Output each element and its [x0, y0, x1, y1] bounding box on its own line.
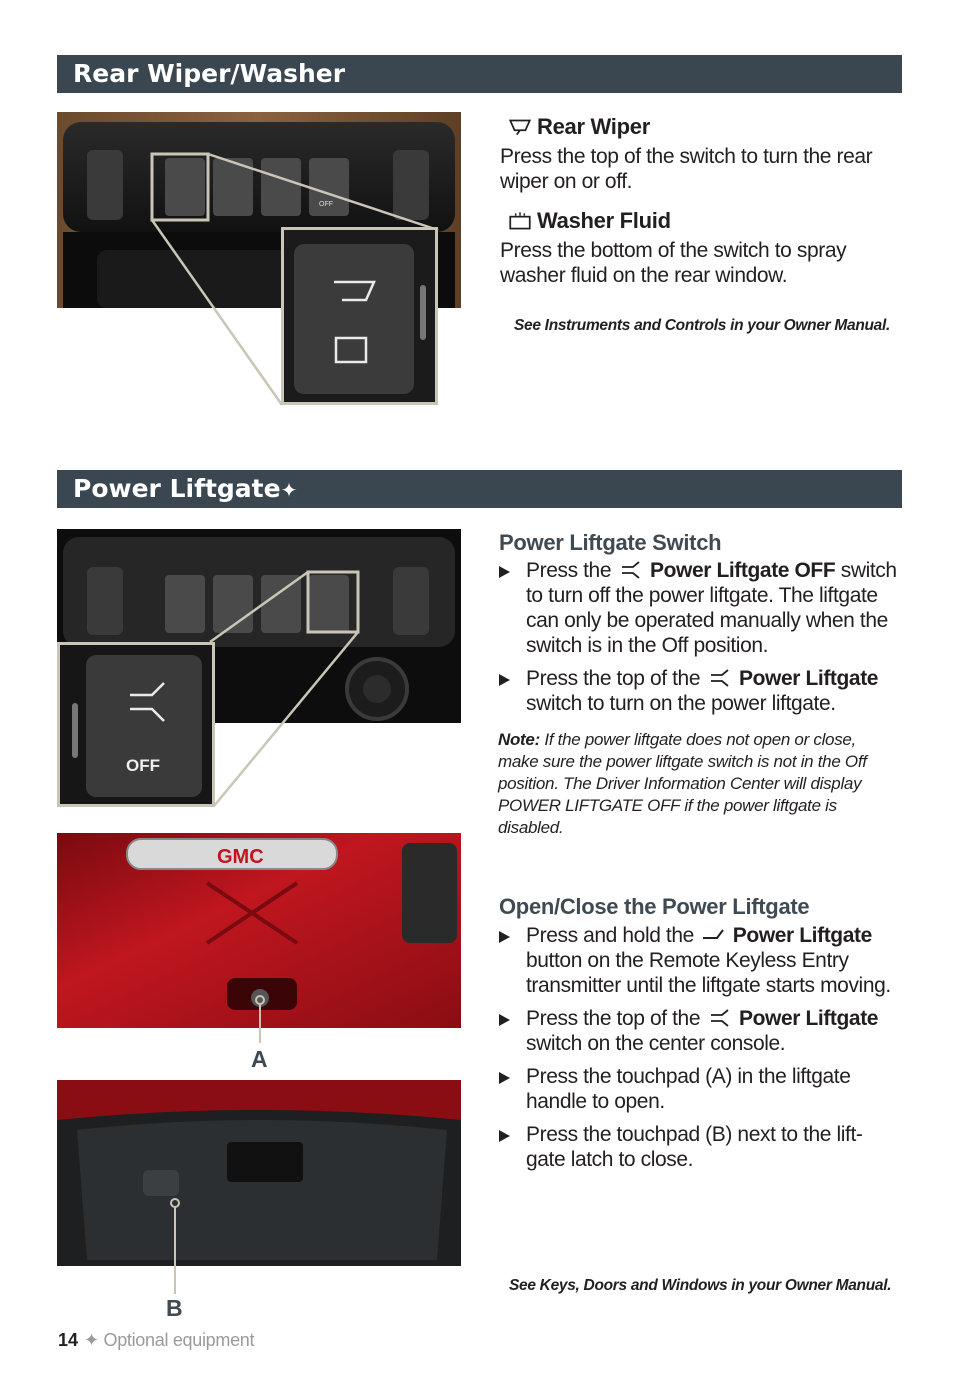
optional-mark-icon: ✦ [84, 1330, 99, 1350]
bullet-arrow-icon [499, 566, 510, 578]
label-b: B [166, 1295, 183, 1321]
section-header-power-liftgate [57, 470, 902, 508]
open-close-bullets [498, 923, 900, 1180]
rear-wiper-heading: Rear Wiper [505, 114, 650, 140]
bullet-arrow-icon [499, 931, 510, 943]
list-item: Press the Power Liftgate OFF switch to turn off the power liftgate. The liftgate can only be operated manually when the switch is in the Off position. [498, 558, 900, 658]
open-close-heading: Open/Close the Power Liftgate [499, 894, 810, 919]
page-number: 14 [58, 1330, 79, 1350]
bullet-arrow-icon [499, 674, 510, 686]
section-header-rear-wiper [57, 55, 902, 93]
label-a: A [251, 1046, 268, 1072]
bullet-arrow-icon [499, 1130, 510, 1142]
keyfob-liftgate-icon [701, 926, 725, 944]
power-liftgate-icon [619, 561, 643, 579]
list-item: Press and hold the Power Liftgate button on the Remote Keyless Entry transmitter until the liftgate starts moving. [498, 923, 900, 998]
bullet-arrow-icon [499, 1072, 510, 1084]
list-item: Press the top of the Power Liftgate switch on the center console. [498, 1006, 900, 1056]
power-liftgate-icon [708, 669, 732, 687]
callout-line-b [170, 1198, 180, 1296]
note-label: Note: [498, 730, 540, 749]
rear-wiper-reference: See Instruments and Controls in your Owner Manual. [514, 317, 891, 334]
section-title: Power Liftgate [73, 474, 281, 503]
wiper-switch-closeup [281, 227, 438, 405]
note-text: If the power liftgate does not open or close, make sure the power liftgate switch is not in the Off position. The Driver Information Center will display POWER LIFTGATE OFF if the power liftgate is disabled. [498, 730, 867, 837]
list-item: Press the touchpad (A) in the liftgate handle to open. [498, 1064, 900, 1114]
off-label: OFF [126, 756, 160, 775]
liftgate-switch-closeup [57, 642, 215, 807]
liftgate-reference: See Keys, Doors and Windows in your Owner Manual. [509, 1277, 892, 1294]
optional-mark: ✦ [280, 478, 298, 502]
list-item: Press the touchpad (B) next to the lift-gate latch to close. [498, 1122, 900, 1172]
touchpad-b [143, 1170, 179, 1196]
list-item: Press the top of the Power Liftgate switch to turn on the power liftgate. [498, 666, 900, 716]
callout-line-a [255, 995, 265, 1045]
gmc-logo: GMC [217, 846, 264, 868]
liftgate-interior-photo [57, 1080, 461, 1266]
rear-wiper-text: Press the top of the switch to turn the rear wiper on or off. [500, 145, 873, 193]
off-label-small: OFF [319, 201, 333, 208]
power-liftgate-icon [708, 1009, 732, 1027]
liftgate-note [498, 729, 878, 839]
washer-fluid-icon [507, 211, 533, 231]
washer-fluid-text: Press the bottom of the switch to spray washer fluid on the rear window. [500, 239, 847, 287]
bullet-arrow-icon [499, 1014, 510, 1026]
washer-fluid-heading: Washer Fluid [505, 208, 671, 234]
section-title: Rear Wiper/Washer [73, 59, 346, 88]
liftgate-switch-bullets [498, 558, 900, 724]
optional-equipment-note: ✦ Optional equipment [84, 1330, 255, 1350]
liftgate-switch-heading: Power Liftgate Switch [499, 530, 722, 555]
rear-wiper-icon [507, 117, 533, 137]
